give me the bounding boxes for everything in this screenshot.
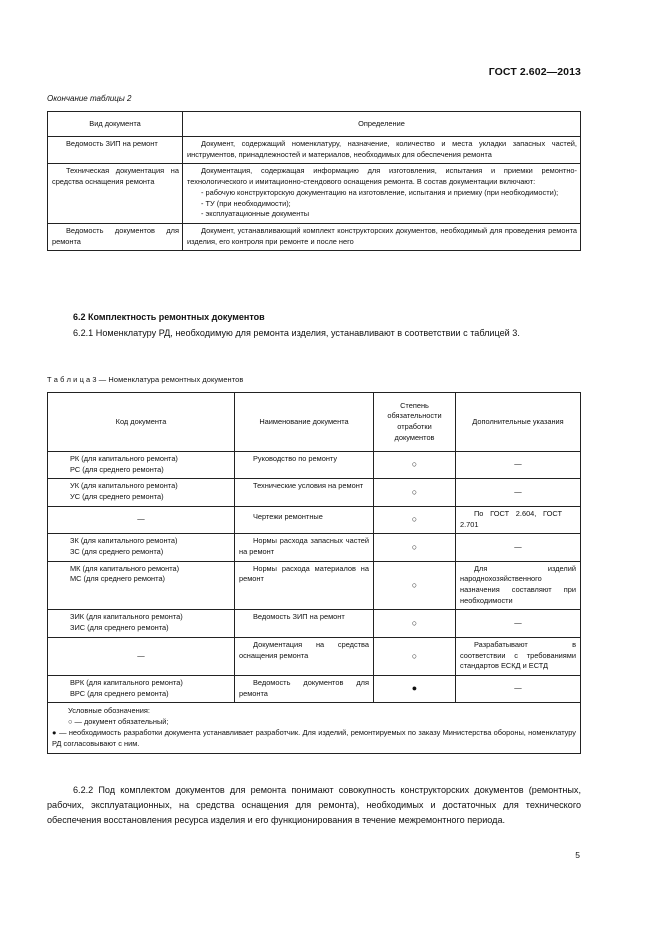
code-line: ЗС (для среднего ремонта) [70, 546, 164, 556]
definition-list-item: - рабочую конструкторскую документацию на изготовление, испытания и приемку (при необходимости); [201, 187, 559, 197]
code-cell [48, 452, 235, 479]
code-cell [48, 534, 235, 561]
legend-title: Условные обозначения: [68, 706, 150, 716]
code-line: РК (для капитального ремонта) [70, 454, 178, 463]
table-row [48, 561, 581, 610]
obligation-cell: ○ [374, 534, 456, 561]
code-line: ВРК (для капитального ремонта) [70, 677, 183, 687]
table-header-row [48, 112, 581, 137]
column-header-notes: Дополнительные указания [456, 393, 581, 452]
code-cell [48, 637, 235, 675]
doc-kind-cell: Ведомость ЗИП на ремонт [48, 137, 183, 164]
section-heading: 6.2 Комплектность ремонтных документов [73, 312, 265, 322]
table-row [48, 137, 581, 164]
code-line: — [137, 650, 145, 660]
table3-caption: Т а б л и ц а 3 — Номенклатура ремонтных документов [47, 375, 244, 384]
notes-cell: Для изделий народнохозяйственного назначения составляют при необходимости [456, 561, 581, 610]
name-cell: Нормы расхода запасных частей на ремонт [235, 534, 374, 561]
obligation-cell: ○ [374, 637, 456, 675]
obligation-cell: ○ [374, 479, 456, 506]
column-header-kind: Вид документа [48, 112, 183, 137]
code-line: УС (для среднего ремонта) [70, 492, 164, 502]
code-cell [48, 561, 235, 610]
doc-kind-cell: Ведомость документов для ремонта [48, 223, 183, 250]
definition-text: Документ, устанавливающий комплект конструкторских документов, необходимый для проведения ремонта изделия, его контроля при ремонте и после него [187, 225, 577, 246]
standard-header: ГОСТ 2.602—2013 [488, 66, 581, 78]
name-cell: Чертежи ремонтные [235, 506, 374, 533]
name-cell: Нормы расхода материалов на ремонт [235, 561, 374, 610]
name-cell: Документация на средства оснащения ремонта [235, 637, 374, 675]
table-header-row [48, 393, 581, 452]
name-cell: Ведомость документов для ремонта [235, 675, 374, 702]
name-cell: Технические условия на ремонт [235, 479, 374, 506]
obligation-cell: ● [374, 675, 456, 702]
legend-item: ● — необходимость разработки документа устанавливает разработчик. Для изделий, ремонтируемых по заказу Министерства обороны, номенклатуру РД согласовывают с ним. [52, 728, 576, 749]
notes-cell: По ГОСТ 2.604, ГОСТ 2.701 [456, 506, 581, 533]
column-header-code: Код документа [48, 393, 235, 452]
notes-cell: — [456, 452, 581, 479]
definition-cell [183, 137, 581, 164]
code-cell [48, 479, 235, 506]
table2-continuation-caption: Окончание таблицы 2 [47, 94, 132, 103]
paragraph-6-2-2 [47, 783, 581, 828]
code-line: ЗК (для капитального ремонта) [70, 536, 178, 546]
definition-list-item: - эксплуатационные документы [201, 209, 310, 219]
definition-list-item: - ТУ (при необходимости); [201, 198, 291, 208]
table-2 [47, 111, 581, 251]
code-line: РС (для среднего ремонта) [70, 464, 164, 474]
notes-cell: — [456, 610, 581, 637]
code-cell [48, 675, 235, 702]
column-header-obligation: Степень обязательности отработки документов [374, 393, 456, 452]
table-3 [47, 392, 581, 754]
obligation-cell: ○ [374, 610, 456, 637]
table-row [48, 452, 581, 479]
column-header-definition: Определение [183, 112, 581, 137]
obligation-cell: ○ [374, 452, 456, 479]
code-cell [48, 506, 235, 533]
column-header-name: Наименование документа [235, 393, 374, 452]
code-line: ВРС (для среднего ремонта) [70, 688, 169, 698]
table-row [48, 534, 581, 561]
definition-text: Документ, содержащий номенклатуру, назначение, количество и места укладки запасных частей, инструментов, принадлежностей и материалов, необходимых для обеспечения ремонта [187, 139, 577, 159]
code-line: — [137, 514, 145, 524]
definition-cell [183, 223, 581, 250]
table-row [48, 479, 581, 506]
paragraph-text: 6.2.2 Под комплектом документов для ремонта понимают совокупность конструкторских документов (ремонтных, рабочих, эксплуатационных, на средства оснащения для ремонта), необходимых и достаточных для технического обеспечения восстановления ресурса изделия и его функционирования в течение межремонтного периода. [47, 785, 581, 825]
table-row [48, 637, 581, 675]
table-row [48, 164, 581, 224]
page-number: 5 [575, 850, 580, 860]
table-row [48, 506, 581, 533]
code-line: МК (для капитального ремонта) [70, 563, 180, 573]
code-line: УК (для капитального ремонта) [70, 481, 178, 491]
definition-text: Документация, содержащая информацию для изготовления, испытания и приемки ремонтно-технологического и имитационно-стендового оснащения ремонта. В состав документации включают: [187, 166, 577, 187]
table-row [48, 223, 581, 250]
name-cell: Руководство по ремонту [235, 452, 374, 479]
definition-cell [183, 164, 581, 224]
notes-cell: Разрабатывают в соответствии с требованиями стандартов ЕСКД и ЕСТД [456, 637, 581, 675]
table-row [48, 675, 581, 702]
table-row [48, 610, 581, 637]
code-line: ЗИК (для капитального ремонта) [70, 612, 183, 622]
paragraph-6-2-1 [47, 326, 581, 341]
obligation-cell: ○ [374, 506, 456, 533]
paragraph-text: 6.2.1 Номенклатуру РД, необходимую для ремонта изделия, устанавливают в соответствии с таблицей 3. [73, 328, 520, 338]
obligation-cell: ○ [374, 561, 456, 610]
code-cell [48, 610, 235, 637]
doc-kind-cell: Техническая документация на средства оснащения ремонта [48, 164, 183, 224]
legend-cell [48, 703, 581, 754]
code-line: ЗИС (для среднего ремонта) [70, 623, 169, 633]
notes-cell: — [456, 534, 581, 561]
name-cell: Ведомость ЗИП на ремонт [235, 610, 374, 637]
code-line: МС (для среднего ремонта) [70, 574, 166, 584]
notes-cell: — [456, 675, 581, 702]
notes-cell: — [456, 479, 581, 506]
legend-item: ○ — документ обязательный; [68, 717, 169, 727]
table-legend-row [48, 703, 581, 754]
